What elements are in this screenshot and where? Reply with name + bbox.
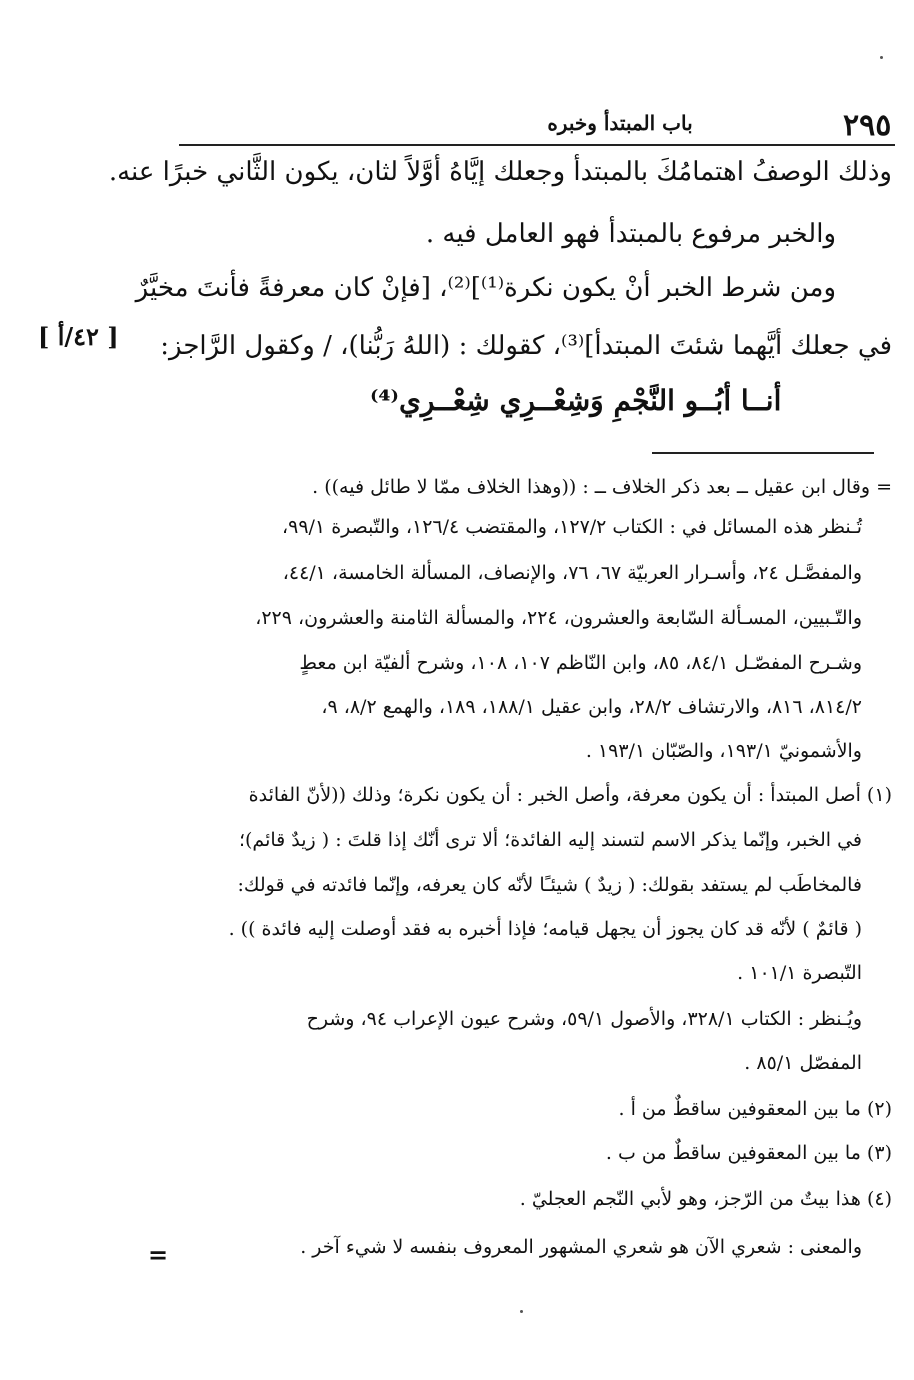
continuation-mark: =: [148, 1240, 169, 1269]
footnote-line: ويُـنظر : الكتاب ٣٢٨/١، والأصول ٥٩/١، وشرح عيون الإعراب ٩٤، وشرح: [306, 1008, 862, 1030]
footnote-line: = وقال ابن عقيل ــ بعد ذكر الخلاف ــ : ((وهذا الخلاف ممّا لا طائل فيه)) .: [312, 476, 892, 498]
body-line: ومن شرط الخبر أنْ يكون نكرة⁽¹⁾]⁽²⁾، [فإنْ كان معرفةً فأنتَ مخيَّرٌ: [135, 273, 836, 303]
footnote-line: فالمخاطَب لم يستفد بقولك: ( زيدٌ ) شيئـًا لأنّه كان يعرفه، وإنّما فائدته في قولك:: [237, 874, 862, 896]
footnote-line: وشـرح المفصّـل ٨٤/١، ٨٥، وابن النّاظم ١٠٧، ١٠٨، وشرح ألفيّة ابن معطٍ: [299, 652, 862, 674]
header-rule: [179, 144, 895, 146]
footnote-line: (٤) هذا بيتٌ من الرّجز، وهو لأبي النّجم العجليّ .: [519, 1188, 892, 1210]
footnote-line: (١) أصل المبتدأ : أن يكون معرفة، وأصل الخبر : أن يكون نكرة؛ وذلك ((لأنّ الفائدة: [248, 784, 892, 806]
body-line: والخبر مرفوع بالمبتدأ فهو العامل فيه .: [425, 219, 836, 249]
footnote-line: ( قائمٌ ) لأنّه قد كان يجوز أن يجهل قيامه؛ فإذا أخبره به فقد أوصلت إليه فائدة )) .: [228, 918, 862, 940]
body-line: في جعلك أيَّهما شئتَ المبتدأ]⁽³⁾، كقولك : (اللهُ رَبُّنا)، / وكقول الرَّاجز:: [160, 331, 892, 361]
verse-line: أنــا أبُــو النَّجْمِ وَشِعْــرِي شِعْــرِي⁽⁴⁾: [370, 384, 782, 417]
footnote-line: في الخبر، وإنّما يذكر الاسم لتسند إليه الفائدة؛ ألا ترى أنّك إذا قلتَ : ( زيدٌ قائم)؛: [238, 829, 862, 851]
footnote-line: والتّـبيين، المسـألة السّابعة والعشرون، ٢٢٤، والمسألة الثامنة والعشرون، ٢٢٩،: [255, 607, 862, 629]
scan-speck: [520, 1310, 523, 1313]
manuscript-folio-reference: [ ٤٢/أ ]: [38, 322, 119, 351]
scan-speck: [880, 56, 883, 59]
footnote-line: والمعنى : شعري الآن هو شعري المشهور المعروف بنفسه لا شيء آخر .: [300, 1236, 862, 1258]
footnote-line: والمفصَّـل ٢٤، وأسـرار العربيّة ٦٧، ٧٦، والإنصاف، المسألة الخامسة، ٤٤/١،: [282, 562, 862, 584]
footnote-line: تُـنظر هذه المسائل في : الكتاب ١٢٧/٢، والمقتضب ١٢٦/٤، والتّبصرة ٩٩/١،: [281, 516, 862, 538]
footnote-line: (٢) ما بين المعقوفين ساقطٌ من أ .: [618, 1098, 892, 1120]
footnote-line: التّبصرة ١٠١/١ .: [737, 962, 862, 984]
footnote-line: ٨١٤/٢، ٨١٦، والارتشاف ٢٨/٢، وابن عقيل ١٨٨/١، ١٨٩، والهمع ٨/٢، ٩،: [321, 696, 862, 718]
footnote-line: والأشمونيّ ١٩٣/١، والصّبّان ١٩٣/١ .: [585, 740, 862, 762]
footnote-line: (٣) ما بين المعقوفين ساقطٌ من ب .: [605, 1142, 892, 1164]
body-line: وذلك الوصفُ اهتمامُكَ بالمبتدأ وجعلك إيَّاهُ أوَّلاً لثان، يكون الثَّاني خبرًا عنه.: [108, 157, 892, 187]
footnote-separator: [652, 452, 874, 454]
footnote-line: المفصّل ٨٥/١ .: [744, 1052, 862, 1074]
page-header-title: باب المبتدأ وخبره: [547, 111, 693, 135]
page-number: ٢٩٥: [843, 108, 892, 143]
